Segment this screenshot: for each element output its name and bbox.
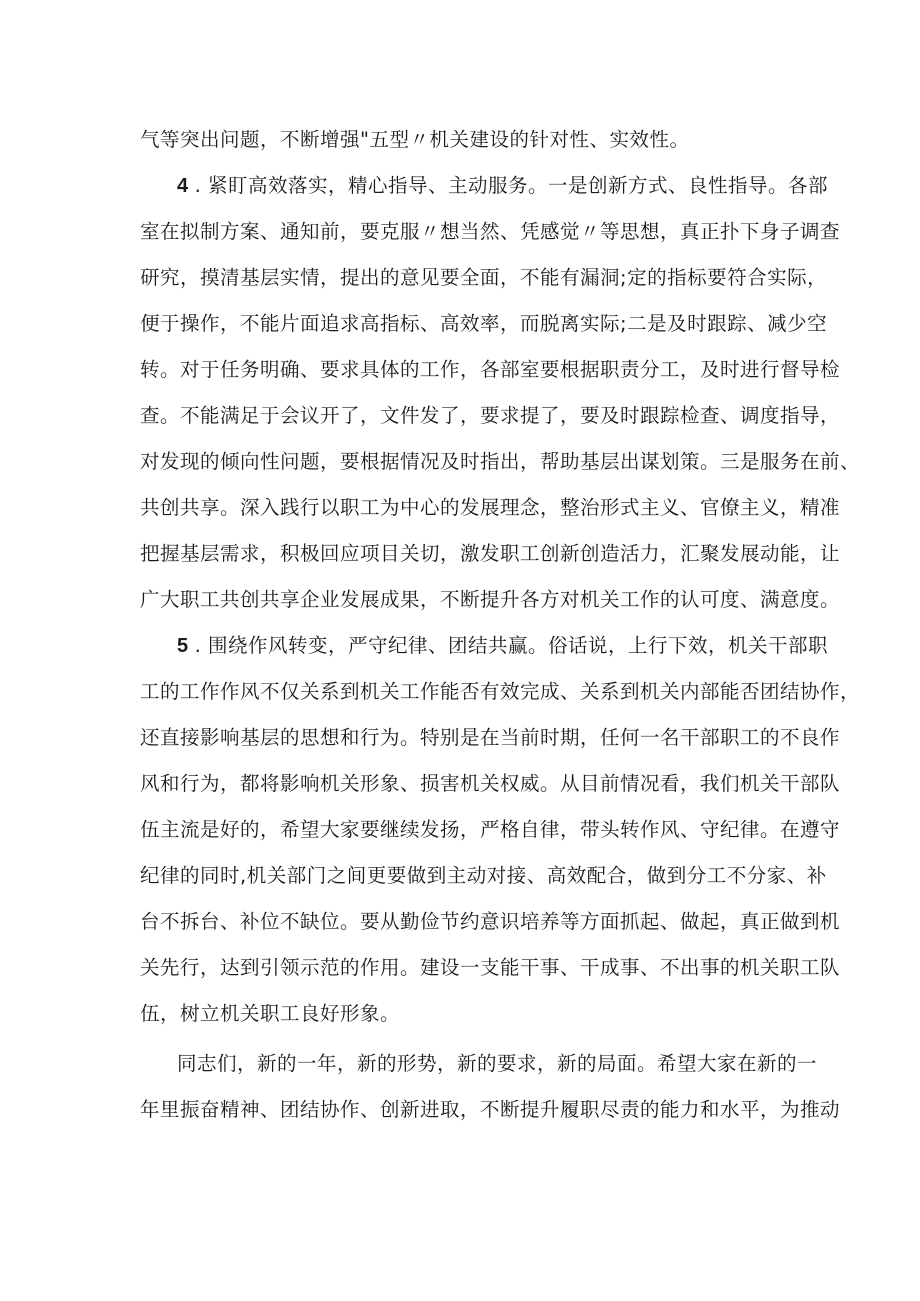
paragraph-line bbox=[177, 631, 829, 661]
paragraph-line: 研究，摸清基层实情，提出的意见要全面，不能有漏洞;定的指标要符合实际， bbox=[140, 266, 828, 289]
paragraph-line bbox=[177, 171, 829, 201]
paragraph-line-text: . 紧盯高效落实，精心指导、主动服务。一是创新方式、良性指导。各部 bbox=[194, 174, 829, 197]
paragraph-line: 年里振奋精神、团结协作、创新进取，不断提升履职尽责的能力和水平，为推动 bbox=[140, 1098, 841, 1121]
paragraph-line: 还直接影响基层的思想和行为。特别是在当前时期，任何一名干部职工的不良作 bbox=[140, 726, 841, 749]
paragraph-line-text: . 围绕作风转变，严守纪律、团结共赢。俗话说，上行下效，机关干部职 bbox=[194, 634, 829, 657]
paragraph-line: 关先行，达到引领示范的作用。建设一支能干事、干成事、不出事的机关职工队 bbox=[140, 956, 841, 979]
item-number: 5 bbox=[177, 635, 189, 657]
paragraph-line: 把握基层需求，积极回应项目关切，激发职工创新创造活力，汇聚发展动能，让 bbox=[140, 542, 841, 565]
paragraph-line: 室在拟制方案、通知前，要克服〃想当然、凭感觉〃等思想，真正扑下身子调查 bbox=[140, 220, 841, 243]
paragraph-line: 纪律的同时,机关部门之间更要做到主动对接、高效配合，做到分工不分家、补 bbox=[140, 864, 827, 887]
paragraph-line: 气等突出问题，不断增强"五型〃机关建设的针对性、实效性。 bbox=[140, 128, 690, 151]
paragraph-line: 工的工作作风不仅关系到机关工作能否有效完成、关系到机关内部能否团结协作， bbox=[140, 680, 861, 703]
paragraph-line: 便于操作，不能片面追求高指标、高效率，而脱离实际;二是及时跟踪、减少空 bbox=[140, 312, 828, 335]
paragraph-line: 对发现的倾向性问题，要根据情况及时指出，帮助基层出谋划策。三是服务在前、 bbox=[140, 450, 861, 473]
paragraph-line: 广大职工共创共享企业发展成果，不断提升各方对机关工作的认可度、满意度。 bbox=[140, 588, 841, 611]
paragraph-line: 查。不能满足于会议开了，文件发了，要求提了，要及时跟踪检查、调度指导， bbox=[140, 404, 841, 427]
paragraph-line: 同志们，新的一年，新的形势，新的要求，新的局面。希望大家在新的一 bbox=[177, 1052, 818, 1075]
paragraph-line: 转。对于任务明确、要求具体的工作，各部室要根据职责分工，及时进行督导检 bbox=[140, 358, 841, 381]
paragraph-line: 风和行为，都将影响机关形象、损害机关权威。从目前情况看，我们机关干部队 bbox=[140, 772, 841, 795]
paragraph-line: 伍，树立机关职工良好形象。 bbox=[140, 1002, 401, 1025]
paragraph-line: 台不拆台、补位不缺位。要从勤俭节约意识培养等方面抓起、做起，真正做到机 bbox=[140, 910, 841, 933]
paragraph-line: 共创共享。深入践行以职工为中心的发展理念，整治形式主义、官僚主义，精准 bbox=[140, 496, 841, 519]
paragraph-line: 伍主流是好的，希望大家要继续发扬，严格自律，带头转作风、守纪律。在遵守 bbox=[140, 818, 841, 841]
item-number: 4 bbox=[177, 175, 189, 197]
